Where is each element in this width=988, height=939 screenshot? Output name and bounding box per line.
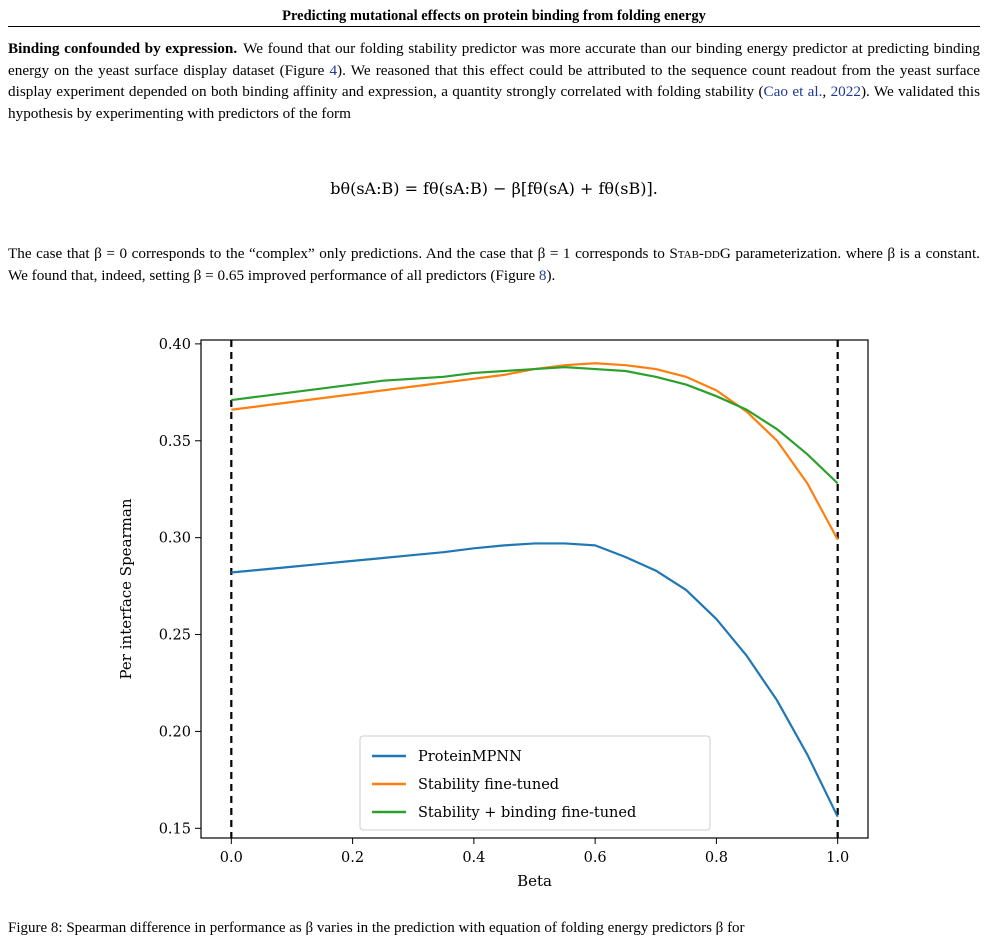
citation-year-link[interactable]: 2022 — [830, 83, 861, 101]
figure-4-link[interactable]: 4 — [329, 61, 338, 79]
para1-text-b: ). We reasoned that this effect could be attributed to the sequence count readout from the yeast surface display experiment depended on both binding affinity and expression, a quantity strongly correlated with folding stability ( — [8, 61, 980, 101]
citation-sep: , — [822, 83, 831, 101]
x-tick-label: 0.6 — [583, 850, 607, 866]
y-tick-label: 0.40 — [158, 336, 191, 353]
legend — [360, 736, 710, 830]
header-rule — [8, 26, 980, 27]
y-tick-label: 0.25 — [158, 627, 191, 644]
series-line-2 — [231, 367, 837, 483]
figure-8-link[interactable]: 8 — [538, 266, 547, 284]
run-in-heading: Binding confounded by expression. — [8, 40, 238, 57]
y-axis-ticks — [159, 337, 201, 837]
para2-text-b: parameterization. where β is a constant. We found that, indeed, setting β = 0.65 improved performance of all predictors (Figure — [8, 245, 980, 284]
x-tick-label: 0.8 — [704, 850, 728, 866]
para1-text-c: ). We validated this hypothesis by experimenting with predictors of the form — [8, 83, 981, 123]
y-tick-label: 0.35 — [158, 433, 191, 450]
x-axis-ticks — [220, 838, 849, 866]
x-axis-label: Beta — [517, 872, 552, 890]
legend-label-2: Stability + binding fine-tuned — [418, 805, 637, 821]
running-header: Predicting mutational effects on protein binding from folding energy — [282, 8, 706, 24]
x-tick-label: 0.2 — [341, 850, 365, 866]
y-tick-label: 0.30 — [158, 530, 191, 547]
x-tick-label: 0.4 — [462, 850, 486, 866]
equation: bθ(sA:B) = fθ(sA:B) − β[fθ(sA) + fθ(sB)]. — [330, 179, 658, 198]
para2-text-c: ). — [546, 266, 556, 284]
legend-label-1: Stability fine-tuned — [418, 777, 560, 793]
line-chart — [0, 318, 988, 908]
series-line-1 — [231, 363, 837, 539]
para2-text-a: The case that β = 0 corresponds to the “complex” only predictions. And the case that β = 1 corresponds to — [8, 245, 670, 262]
y-axis-label: Per interface Spearman — [117, 498, 135, 680]
legend-label-0: ProteinMPNN — [418, 749, 522, 765]
paragraph-2 — [8, 243, 980, 286]
figure-caption: Figure 8: Spearman difference in performance as β varies in the prediction with equation of folding energy predictors β for — [8, 920, 745, 936]
method-name: Stab-ddG — [669, 245, 731, 262]
y-tick-label: 0.20 — [158, 724, 191, 741]
citation-author-link[interactable]: Cao et al. — [763, 83, 823, 101]
x-tick-label: 0.0 — [219, 850, 243, 866]
paragraph-1 — [8, 38, 980, 125]
y-tick-label: 0.15 — [158, 821, 191, 838]
x-tick-label: 1.0 — [826, 850, 850, 866]
figure-8 — [0, 318, 988, 913]
para1-text-a: We found that our folding stability predictor was more accurate than our binding energy predictor at predicting binding energy on the yeast surface display dataset (Figure — [8, 40, 980, 79]
